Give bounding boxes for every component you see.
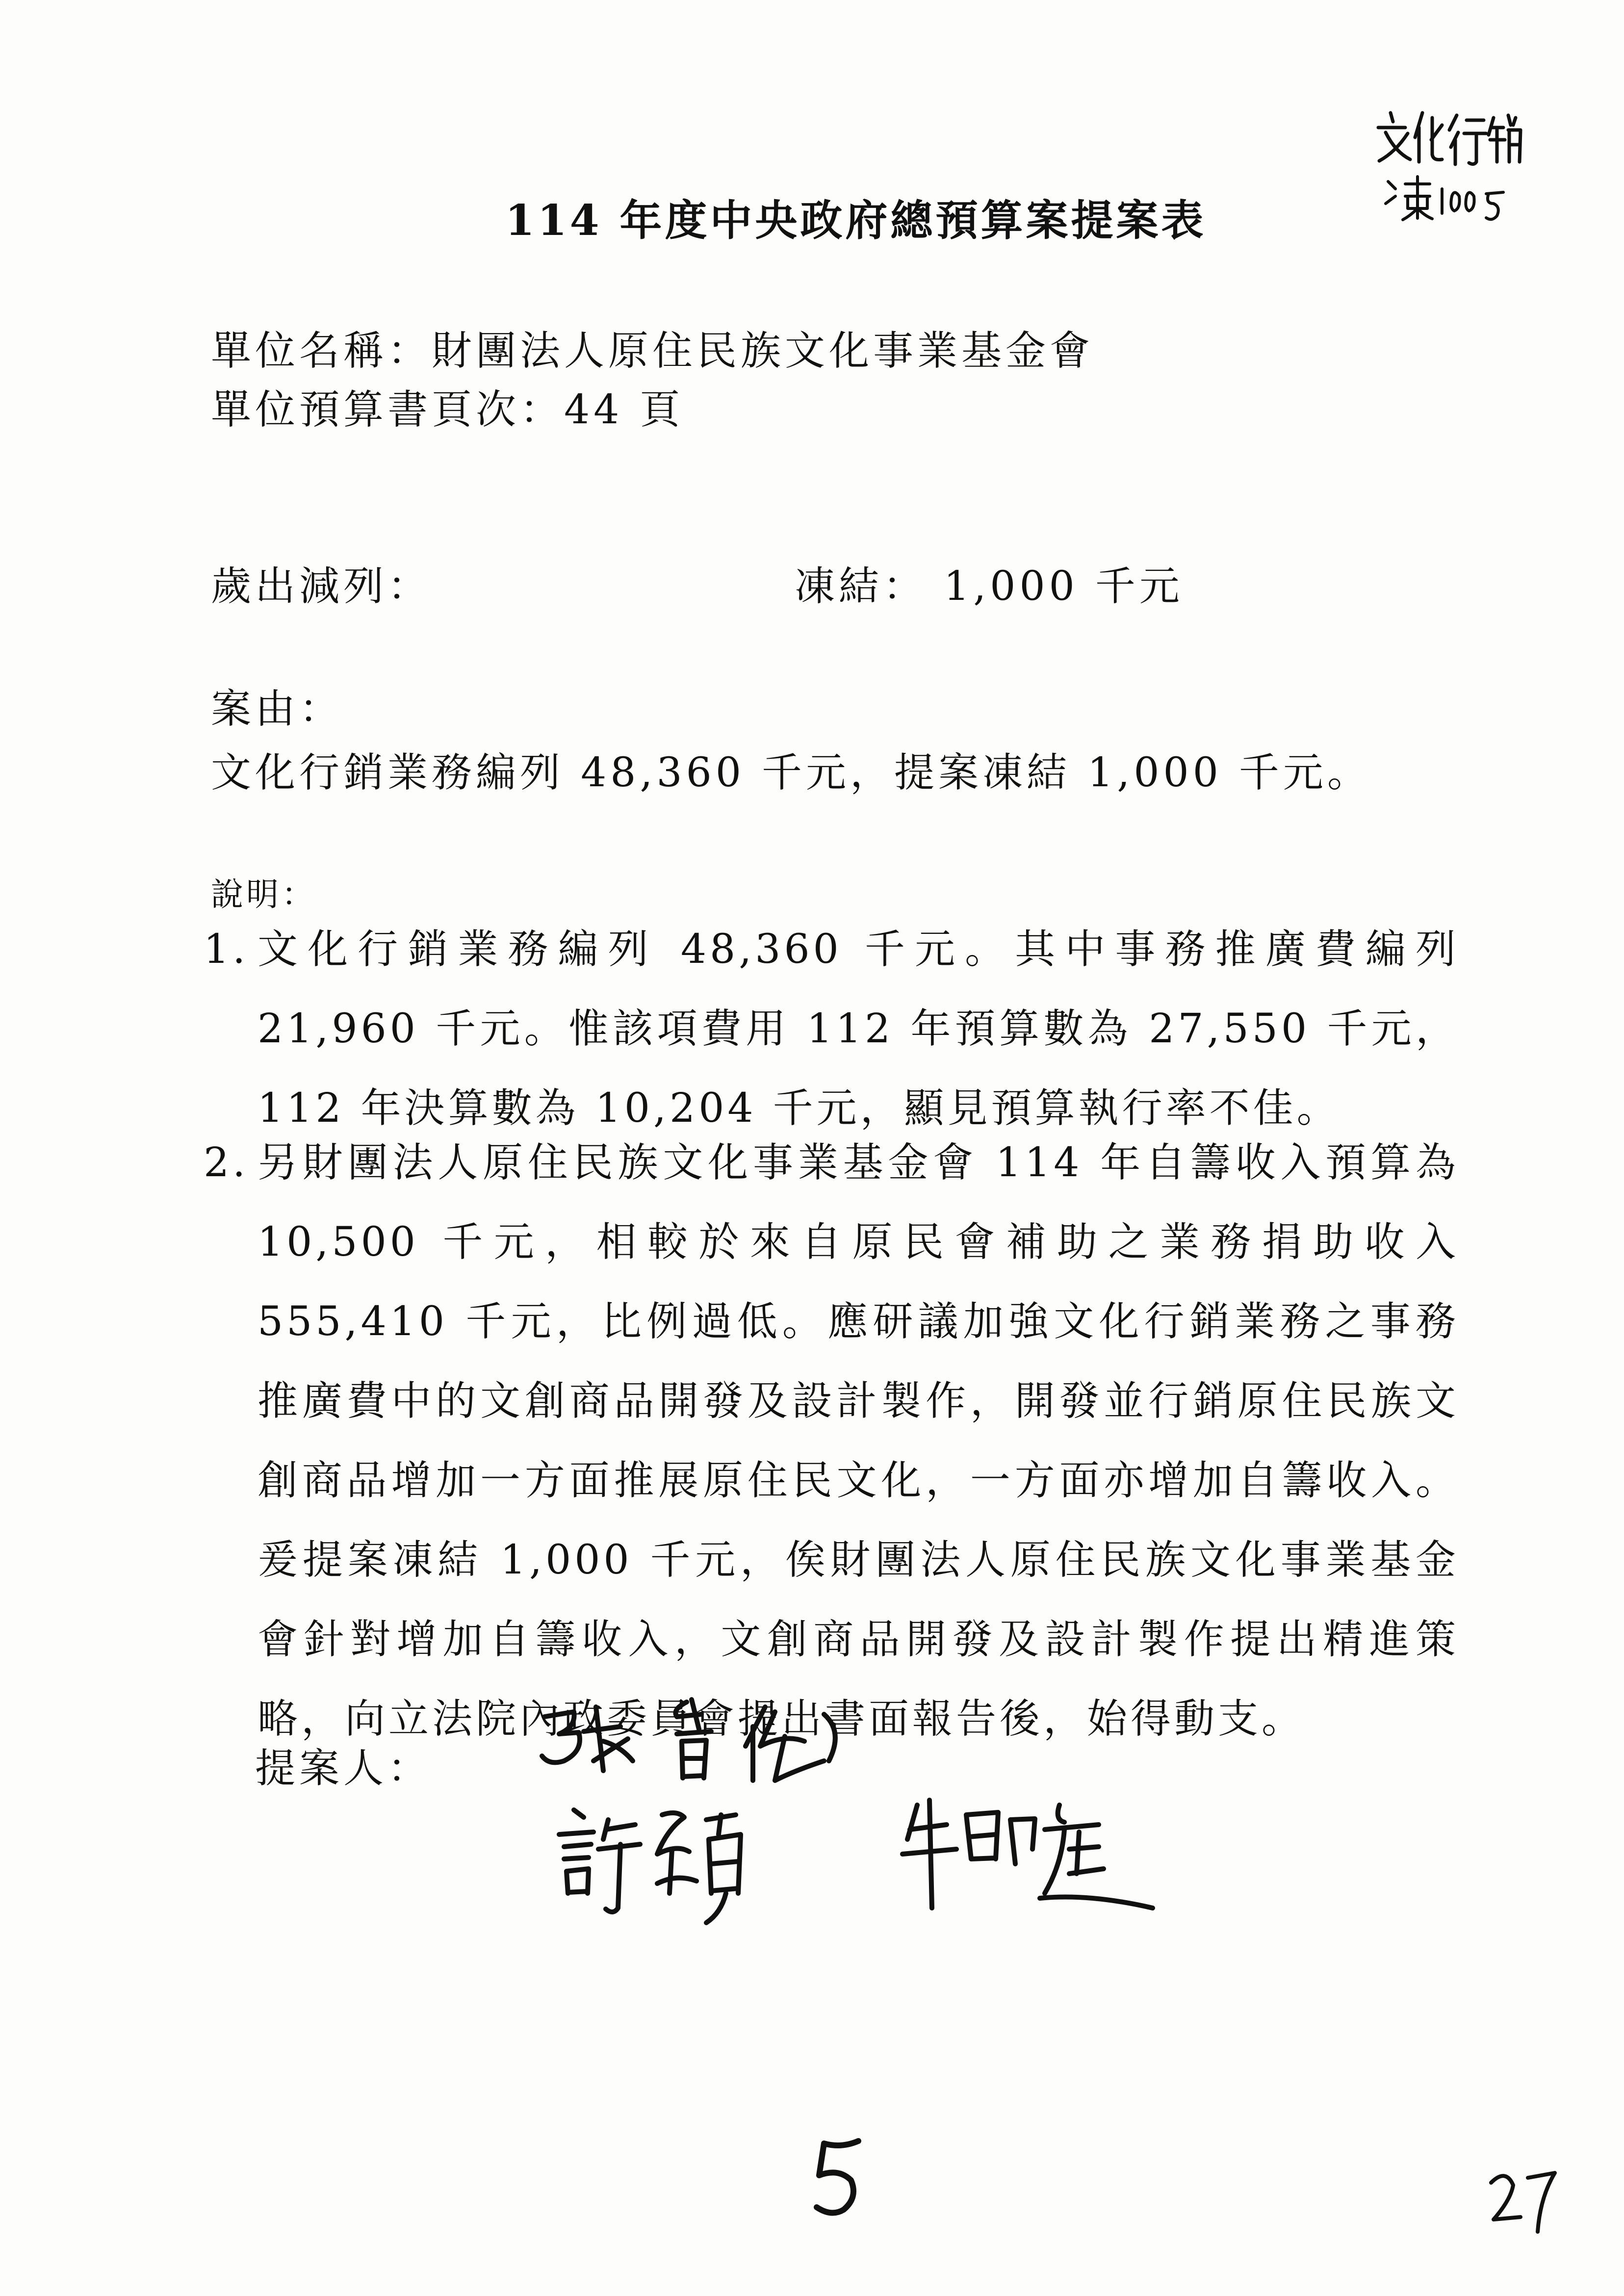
expenditure-cut-label: 歲出減列：: [211, 563, 432, 610]
description-item-number: 2.: [204, 1139, 249, 1186]
description-item-text: 文化行銷業務編列 48,360 千元。其中事務推廣費編列 21,960 千元。惟該項費用 112 年預算數為 27,550 千元，112 年決算數為 10,204 千元，顯見預算執行率不佳。: [258, 926, 1459, 1132]
description-item-text: 另財團法人原住民族文化事業基金會 114 年自籌收入預算為 10,500 千元，相較於來自原民會補助之業務捐助收入 555,410 千元，比例過低。應研議加強文化行銷業務之事務推廣費中的文創商品開發及設計製作，開發並行銷原住民族文創商品增加一方面推展原住民文化，一方面亦增加自籌收入。爰提案凍結 1,000 千元，俟財團法人原住民族文化事業基金會針對增加自籌收入，文創商品開發及設計製作提出精進策略，向立法院內政委員會提出書面報告後，始得動支。: [258, 1139, 1459, 1742]
reason-text: 文化行銷業務編列 48,360 千元，提案凍結 1,000 千元。: [211, 749, 1371, 796]
proposer-label: 提案人：: [255, 1745, 432, 1792]
description-item-number: 1.: [204, 926, 249, 973]
description-label: 說明：: [211, 876, 317, 913]
signature-image: [530, 1687, 932, 1805]
unit-name: 單位名稱：財團法人原住民族文化事業基金會: [211, 328, 1094, 374]
freeze-amount: 凍結： 1,000 千元: [795, 563, 1184, 610]
unit-budget-page: 單位預算書頁次：44 頁: [211, 387, 684, 433]
document-title: 114 年度中央政府總預算案提案表: [505, 196, 1207, 245]
reason-label: 案由：: [211, 686, 344, 732]
handwritten-corner-note: [1368, 98, 1530, 231]
signature-image: [549, 1795, 795, 1933]
signature-image: [893, 1785, 1167, 1923]
handwritten-page-number: [1481, 2158, 1570, 2242]
handwritten-page-mark: [804, 2134, 873, 2222]
